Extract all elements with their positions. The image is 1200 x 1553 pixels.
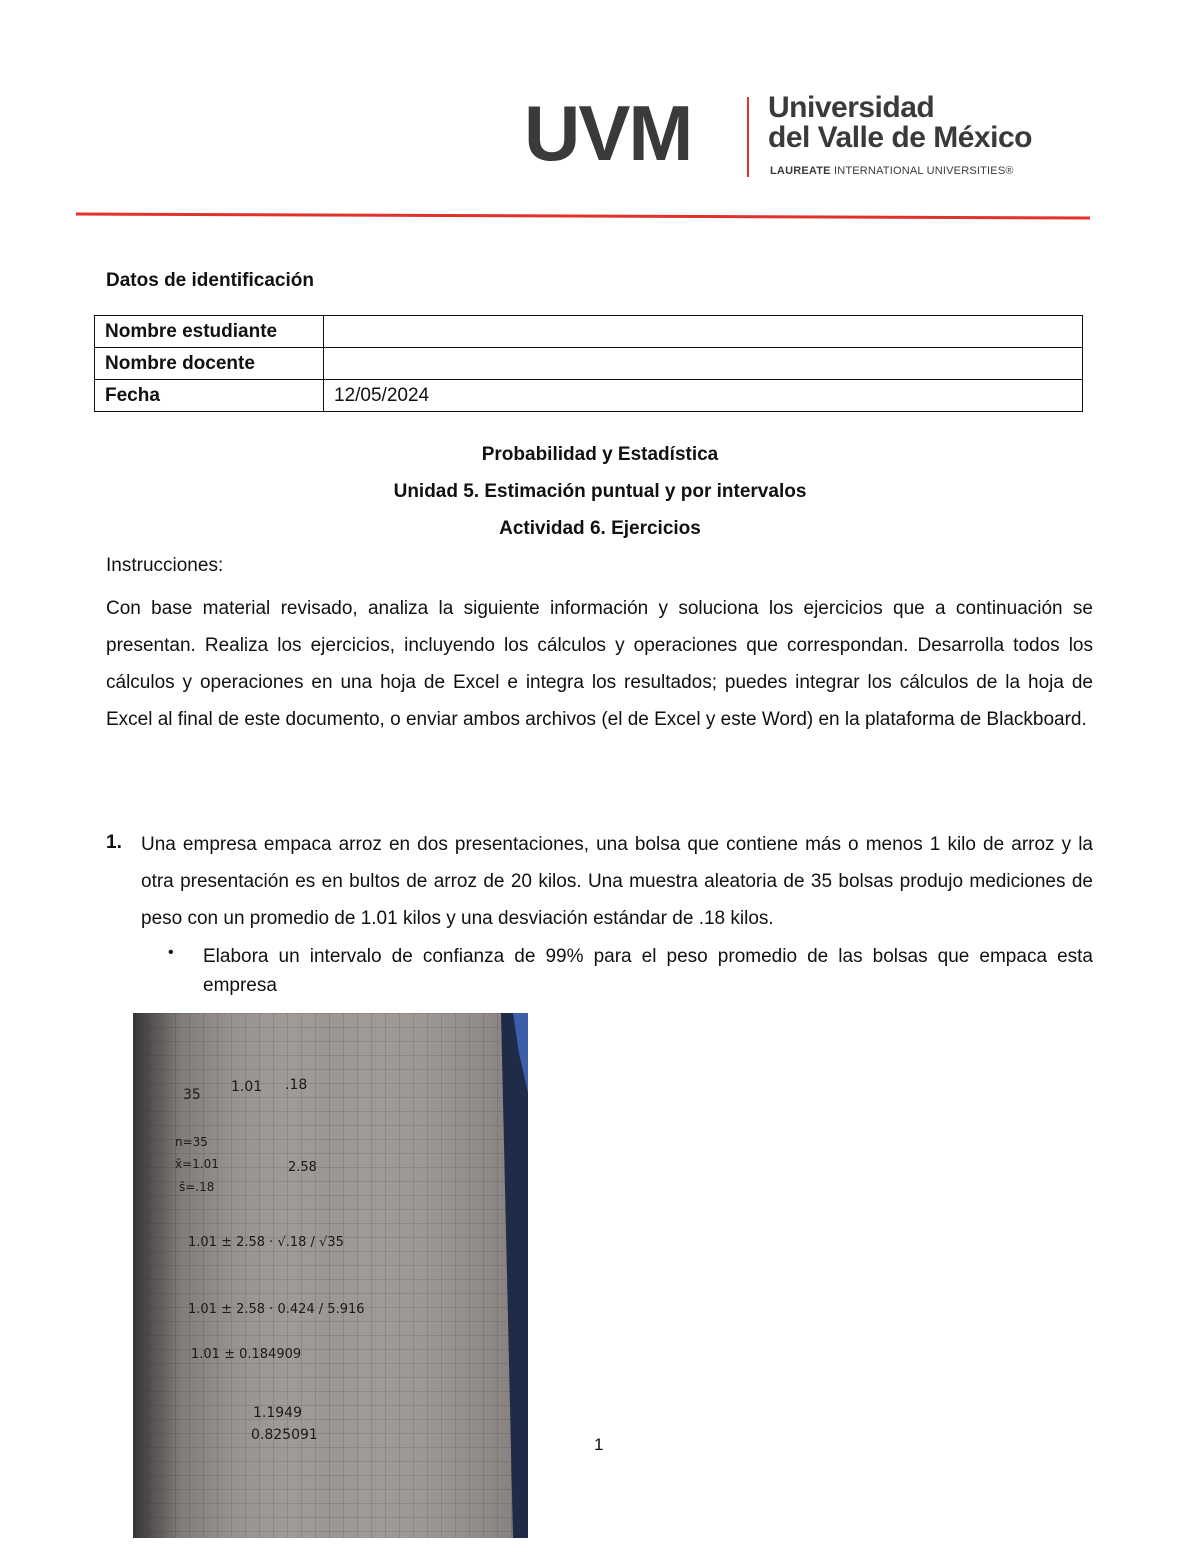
note-given-mean: x̄=1.01 xyxy=(175,1157,219,1171)
page-number: 1 xyxy=(594,1435,604,1454)
course-subject: Probabilidad y Estadística xyxy=(481,444,719,465)
handwritten-notes-photo xyxy=(133,1013,528,1538)
row-label-teacher: Nombre docente xyxy=(95,348,324,380)
header-red-rule xyxy=(76,212,1090,220)
question-text: Una empresa empaca arroz en dos presentaciones, una bolsa que contiene más o menos 1 kilo de arroz y la otra presentación es en bultos de arroz de 20 kilos. Una muestra aleatoria de 35 bolsas produjo mediciones de peso con un promedio de 1.01 kilos y una desviación estándar de .18 kilos. xyxy=(141,834,1093,929)
row-value-date[interactable]: 12/05/2024 xyxy=(324,380,1083,412)
table-row xyxy=(95,380,1083,412)
uvm-logo-mark xyxy=(522,92,732,172)
uvm-logo xyxy=(522,92,1042,182)
logo-laureate xyxy=(770,165,1014,177)
note-given-n: n=35 xyxy=(175,1135,208,1149)
course-activity: Actividad 6. Ejercicios xyxy=(499,518,701,539)
logo-laureate-rest: INTERNATIONAL UNIVERSITIES® xyxy=(833,165,1014,177)
identification-table xyxy=(94,315,1083,412)
note-step2: 1.01 ± 2.58 · 0.424 / 5.916 xyxy=(188,1302,365,1317)
row-label-date: Fecha xyxy=(95,380,324,412)
note-step1: 1.01 ± 2.58 · √.18 / √35 xyxy=(188,1235,344,1250)
note-z-value: 2.58 xyxy=(288,1160,317,1175)
instructions-label: Instrucciones: xyxy=(106,555,224,576)
note-given-sd: s̄=.18 xyxy=(179,1180,215,1194)
course-unit: Unidad 5. Estimación puntual y por intervalos xyxy=(393,481,807,502)
note-step3: 1.01 ± 0.184909 xyxy=(191,1347,302,1362)
note-result2: 0.825091 xyxy=(251,1427,318,1443)
question-bullet-text: Elabora un intervalo de confianza de 99% para el peso promedio de las bolsas que empaca esta empresa xyxy=(203,946,1093,996)
row-label-student: Nombre estudiante xyxy=(95,316,324,348)
uvm-logo-letters: UVM xyxy=(524,92,692,172)
note-sd: .18 xyxy=(285,1077,308,1093)
logo-university-line1: Universidad xyxy=(768,91,935,124)
note-result1: 1.1949 xyxy=(253,1405,302,1421)
logo-divider xyxy=(747,97,749,177)
question-number: 1. xyxy=(106,832,122,853)
logo-university-line2: del Valle de México xyxy=(768,121,1032,154)
note-n: 35 xyxy=(183,1087,201,1103)
instructions-text: Con base material revisado, analiza la siguiente información y soluciona los ejercicios que a continuación se presentan. Realiza los ejercicios, incluyendo los cálculos y operaciones que correspondan. Desarrolla todos los cálculos y operaciones en una hoja de Excel e integra los resultados; puedes integrar los cálculos de la hoja de Excel al final de este documento, o enviar ambos archivos (el de Excel y este Word) en la plataforma de Blackboard. xyxy=(106,598,1093,730)
row-value-student[interactable] xyxy=(324,316,1083,348)
table-row xyxy=(95,348,1083,380)
table-row xyxy=(95,316,1083,348)
section-title: Datos de identificación xyxy=(106,270,314,291)
row-value-teacher[interactable] xyxy=(324,348,1083,380)
bullet-icon: • xyxy=(168,944,174,961)
logo-laureate-bold: LAUREATE xyxy=(770,165,831,177)
note-mean: 1.01 xyxy=(231,1079,263,1095)
